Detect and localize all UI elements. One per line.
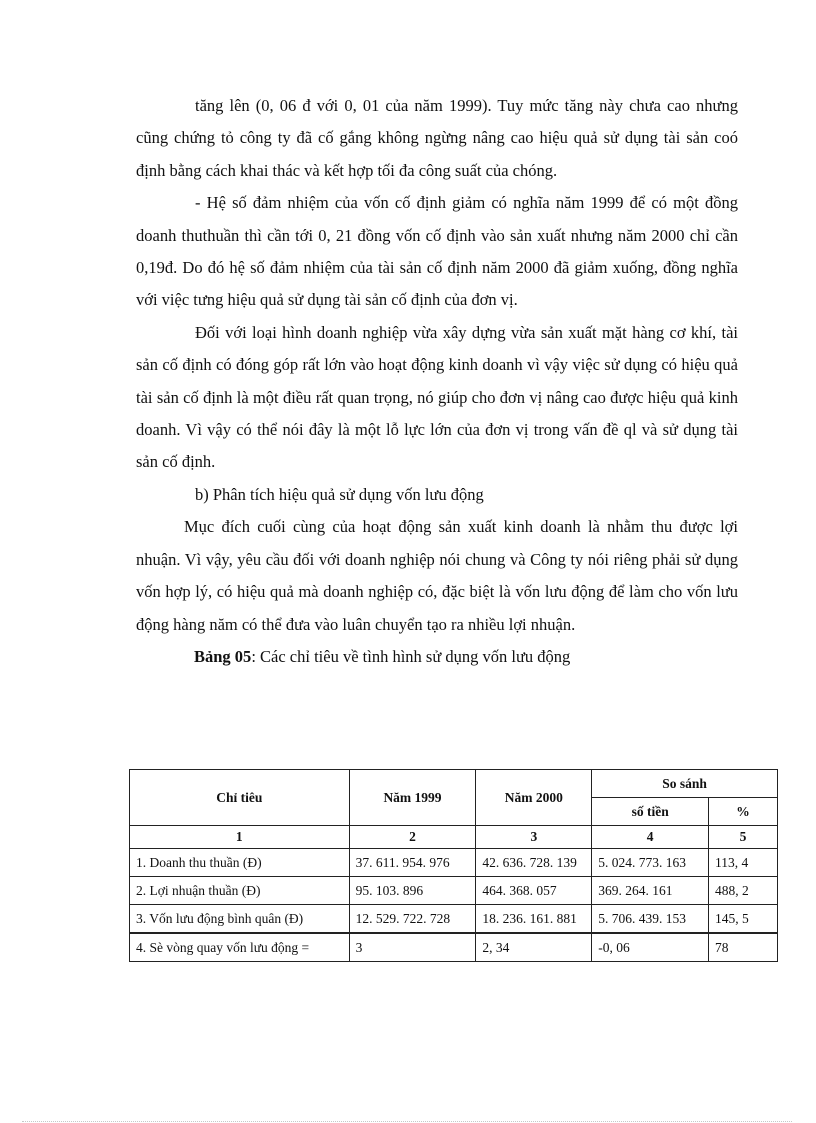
percent-cell: 78: [709, 933, 778, 962]
table-row: [130, 905, 778, 934]
table-caption: [136, 641, 738, 673]
value-1999-cell: 3: [349, 933, 476, 962]
value-1999-cell: 95. 103. 896: [349, 877, 476, 905]
table-index-row: [130, 826, 778, 849]
header-indicator: Chỉ tiêu: [130, 770, 350, 826]
indicator-cell: 4. Sè vòng quay vốn lưu động =: [130, 933, 350, 962]
table-row: [130, 933, 778, 962]
amount-cell: -0, 06: [592, 933, 709, 962]
value-2000-cell: 18. 236. 161. 881: [476, 905, 592, 934]
percent-cell: 145, 5: [709, 905, 778, 934]
value-1999-cell: 37. 611. 954. 976: [349, 849, 476, 877]
value-2000-cell: 464. 368. 057: [476, 877, 592, 905]
table-row: [130, 849, 778, 877]
index-cell: 1: [130, 826, 350, 849]
index-cell: 3: [476, 826, 592, 849]
indicator-cell: 1. Doanh thu thuần (Đ): [130, 849, 350, 877]
amount-cell: 5. 024. 773. 163: [592, 849, 709, 877]
index-cell: 2: [349, 826, 476, 849]
working-capital-table: [129, 769, 778, 962]
percent-cell: 488, 2: [709, 877, 778, 905]
header-amount: số tiền: [592, 798, 709, 826]
indicator-cell: 2. Lợi nhuận thuần (Đ): [130, 877, 350, 905]
header-year-2000: Năm 2000: [476, 770, 592, 826]
percent-cell: 113, 4: [709, 849, 778, 877]
section-heading: b) Phân tích hiệu quả sử dụng vốn lưu động: [195, 484, 484, 504]
index-cell: 5: [709, 826, 778, 849]
value-1999-cell: 12. 529. 722. 728: [349, 905, 476, 934]
header-compare: So sánh: [592, 770, 778, 798]
indicator-cell: 3. Vốn lưu động bình quân (Đ): [130, 905, 350, 934]
page-bottom-divider: [22, 1121, 792, 1122]
table-caption-text: : Các chỉ tiêu về tình hình sử dụng vốn lưu động: [251, 646, 571, 666]
value-2000-cell: 42. 636. 728. 139: [476, 849, 592, 877]
amount-cell: 5. 706. 439. 153: [592, 905, 709, 934]
header-percent: %: [709, 798, 778, 826]
paragraph-working-capital-purpose: Mục đích cuối cùng của hoạt động sản xuất kinh doanh là nhằm thu được lợi nhuận. Vì vậy, yêu cầu đối với doanh nghiệp nói chung và Công ty nói riêng phải sử dụng vốn hợp lý, có hiệu quả mà doanh nghiệp có, đặc biệt là vốn lưu động để làm cho vốn lưu động hàng năm có thể đưa vào luân chuyển tạo ra nhiều lợi nhuận.: [136, 517, 738, 634]
paragraph-fixed-asset-role: Đối với loại hình doanh nghiệp vừa xây dựng vừa sản xuất mặt hàng cơ khí, tài sản cố định có đóng góp rất lớn vào hoạt động kinh doanh vì vậy việc sử dụng có hiệu quả tài sản cố định là một điều rất quan trọng, nó giúp cho đơn vị nâng cao được hiệu quả kinh doanh. Vì vậy có thể nói đây là một lỗ lực lớn của đơn vị trong vấn đề ql và sử dụng tài sản cố định.: [136, 322, 738, 472]
index-cell: 4: [592, 826, 709, 849]
table-caption-label: Bảng 05: [194, 646, 252, 666]
amount-cell: 369. 264. 161: [592, 877, 709, 905]
table-header-row: [130, 770, 778, 798]
body-text: [136, 90, 738, 673]
table-row: [130, 877, 778, 905]
paragraph-asset-efficiency: tăng lên (0, 06 đ với 0, 01 của năm 1999). Tuy mức tăng này chưa cao nhưng cũng chứng tỏ công ty đã cố gắng không ngừng nâng cao hiệu quả sử dụng tài sản coó định bằng cách khai thác và kết hợp tối đa công suất của chóng.: [136, 96, 738, 180]
paragraph-fixed-capital-ratio: - Hệ số đảm nhiệm của vốn cố định giảm có nghĩa năm 1999 để có một đồng doanh thuthuần thì cần tới 0, 21 đồng vốn cố định vào sản xuất nhưng năm 2000 chỉ cần 0,19đ. Do đó hệ số đảm nhiệm của tài sản cố định năm 2000 đã giảm xuống, đồng nghĩa với việc tưng hiệu quả sử dụng tài sản cố định của đơn vị.: [136, 193, 738, 310]
value-2000-cell: 2, 34: [476, 933, 592, 962]
header-year-1999: Năm 1999: [349, 770, 476, 826]
